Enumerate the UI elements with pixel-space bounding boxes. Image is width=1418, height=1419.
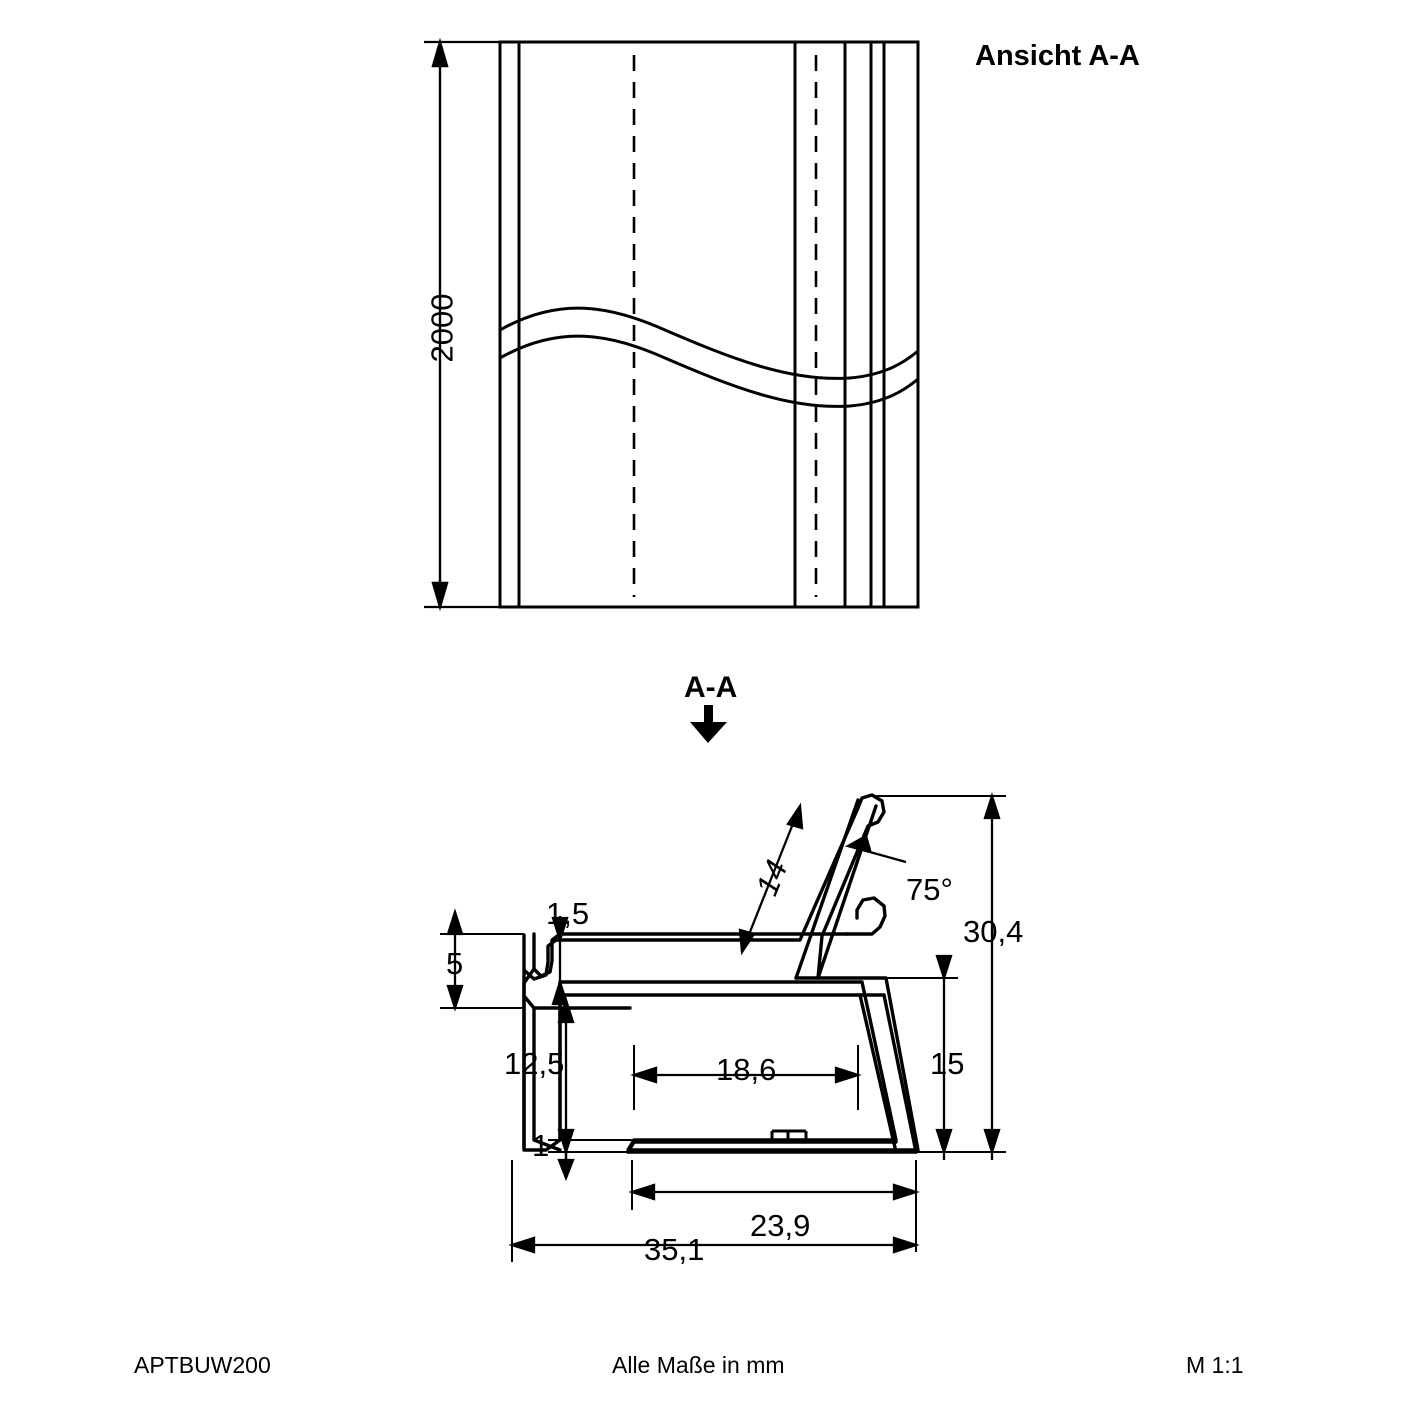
dimension-2000-label: 2000	[424, 293, 460, 363]
dimension-15-label: 15	[930, 1046, 965, 1081]
dimension-12-5-label: 12,5	[504, 1046, 565, 1081]
view-title: Ansicht A-A	[975, 40, 1140, 72]
dimension-1-label: 1	[532, 1128, 550, 1163]
footer-scale: M 1:1	[1186, 1352, 1244, 1378]
section-label: A-A	[684, 671, 738, 704]
dimension-35-1-label: 35,1	[644, 1232, 705, 1267]
elevation-view	[500, 42, 918, 607]
dimension-1-5-label: 1,5	[546, 896, 590, 931]
dimension-75-deg-label: 75°	[906, 872, 953, 907]
dimension-23-9-label: 23,9	[750, 1208, 811, 1243]
dimension-14-label: 14	[749, 855, 795, 901]
footer-part-number: APTBUW200	[134, 1352, 271, 1378]
dimension-5-label: 5	[446, 946, 464, 981]
dimension-18-6-label: 18,6	[716, 1052, 777, 1087]
section-arrow	[690, 705, 727, 743]
dimension-30-4-label: 30,4	[963, 914, 1024, 949]
footer-units-note: Alle Maße in mm	[612, 1352, 785, 1378]
